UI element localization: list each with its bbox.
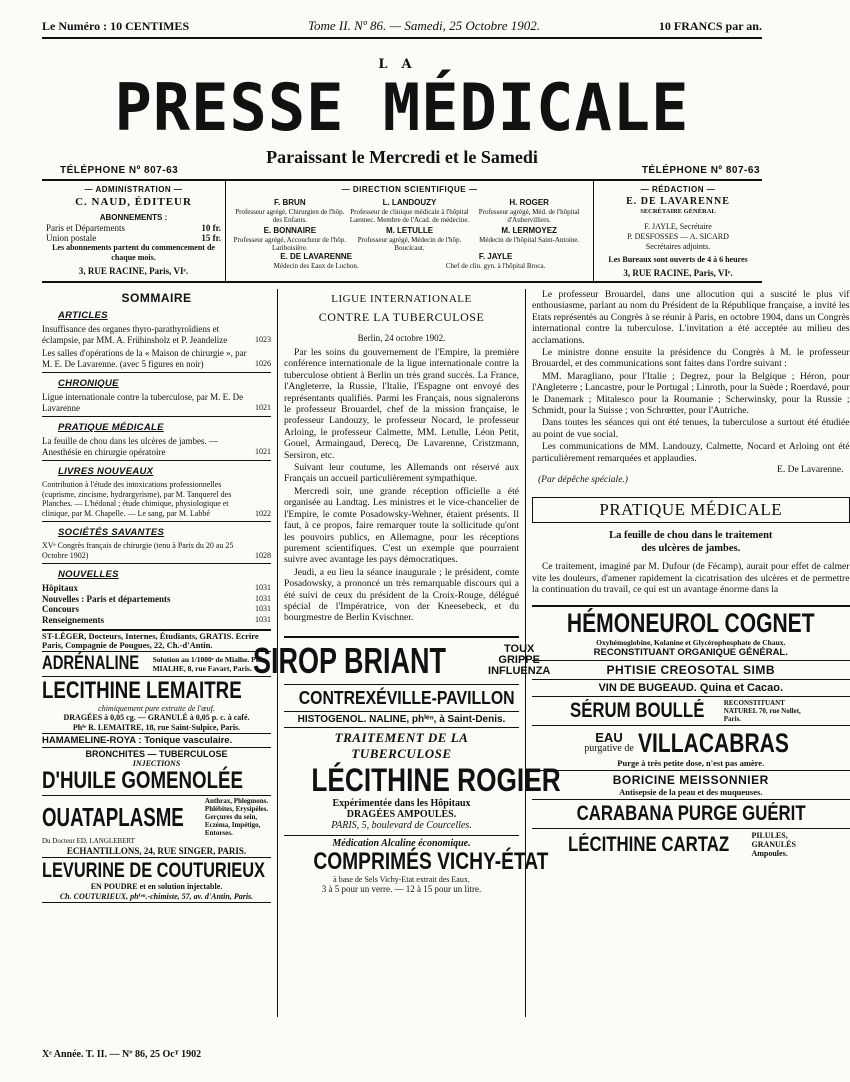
sommaire-entry-page: 1031 [255, 614, 271, 624]
ad-hemoneurol-title: HÉMONEUROL COGNET [566, 608, 815, 639]
ad-st-leger-text: ST-LÉGER, Docteurs, Internes, Étudiants, GRATIS. Ecrire Paris, Compagnie de Pougues, 22, Ch.-d'Antin. [42, 631, 259, 650]
sommaire-section-heading: SOCIÉTÉS SAVANTES [58, 527, 165, 538]
article-paragraph: Suivant leur coutume, les Allemands ont réservé aux Français un accueil particulièrement sympathique. [284, 462, 519, 485]
price-label-paris: Paris et Départements [46, 223, 125, 233]
ad-traitement: TRAITEMENT DE LA TUBERCULOSE [334, 729, 469, 761]
price-value-paris: 10 fr. [201, 223, 221, 233]
ad-hamameline [42, 734, 271, 748]
sommaire-entry-page: 1026 [255, 358, 271, 368]
sommaire-entry-page: 1023 [255, 334, 271, 344]
redaction-secretary: F. JAYLE, Secrétaire [644, 222, 712, 231]
editorial-box [42, 179, 762, 283]
ad-sirop-title: SIROP BRIANT [252, 639, 446, 681]
footer-issue: Xᵉ Année. T. II. — Nº 86, 25 Ocᵀ 1902 [42, 1049, 202, 1060]
sommaire-entry-page: 1021 [255, 402, 271, 412]
ad-histogenol-text: HISTOGENOL. NALINE, phⁱᵉⁿ, à Saint-Denis. [297, 713, 506, 725]
sommaire-section-heading: CHRONIQUE [58, 378, 119, 389]
telephone-left: TÉLÉPHONE Nº 807-63 [60, 165, 179, 176]
sommaire-entry-page: 1028 [255, 550, 271, 560]
ad-boricine-title: BORICINE MEISSONNIER [612, 773, 769, 788]
ad-cartaz-title: LÉCITHINE CARTAZ [568, 832, 730, 856]
sommaire-entry-text: Renseignements [42, 614, 104, 625]
issue-number: Tome II. Nº 86. — Samedi, 25 Octobre 1902. [307, 18, 540, 33]
right-column [526, 289, 850, 1017]
direction-column [226, 181, 594, 281]
chronique-title-1: LIGUE INTERNATIONALE [331, 293, 472, 305]
director-entry [274, 252, 359, 270]
right-ads [532, 605, 850, 860]
left-ads [42, 629, 271, 903]
ad-sirop-side-word: INFLUENZA [488, 665, 551, 678]
ad-bugeaud-text: VIN DE BUGEAUD. Quina et Cacao. [598, 682, 784, 695]
sommaire-entry-text: Concours [42, 604, 80, 614]
director-entry [230, 226, 350, 252]
director-title: Professeur agrégé, Accoucheur de l'hôp. Lariboisière. [233, 236, 347, 252]
body-columns [42, 289, 850, 1017]
ad-rogier-title: LÉCITHINE ROGIER [311, 761, 561, 798]
ad-carabana [532, 800, 850, 829]
ad-lecithine-lemaitre [42, 677, 271, 734]
sommaire-entry-page: 1031 [255, 583, 271, 592]
ad-vichy-etat [284, 836, 549, 896]
masthead-subline [42, 145, 762, 179]
ad-villacabras [532, 726, 850, 771]
ad-lecithine-sub2: DRAGÉES à 0,05 cg. — GRANULÉ à 0,05 p. c. à café. [63, 713, 250, 722]
subscription-note: Les abonnements partent du commencement de chaque mois. [52, 243, 215, 262]
sommaire-section-heading: PRATIQUE MÉDICALE [58, 422, 164, 433]
ad-adrenaline-sub: Solution au 1/1000ᵉ de Mialhe. Phⁱᵉ MIALHE, 8, rue Favart, Paris. [152, 655, 264, 673]
ad-sirop-side-word: TOUX [504, 643, 535, 656]
sommaire-divider [42, 521, 271, 522]
pratique-subtitle-2: des ulcères de jambes. [641, 543, 741, 555]
sommaire-section-heading: NOUVELLES [58, 569, 119, 580]
chronique-dateline: Berlin, 24 octobre 1902. [357, 333, 446, 343]
redaction-heading: — RÉDACTION — [640, 185, 716, 194]
redaction-address: 3, RUE RACINE, Paris, VIᵉ. [623, 268, 733, 278]
sommaire-entry [42, 392, 271, 413]
director-name: M. LETULLE [385, 226, 434, 235]
direction-heading: — DIRECTION SCIENTIFIQUE — [341, 185, 478, 194]
sommaire-entry-text: Les salles d'opérations de la « Maison de chirurgie », par M. E. De Lavarenne. (avec 5 figures en noir) [42, 348, 247, 369]
director-name: E. BONNAIRE [263, 226, 317, 235]
price-row-union [46, 233, 221, 243]
ad-purgative: purgative de [584, 743, 634, 755]
ad-adrenaline-title: ADRÉNALINE [42, 653, 140, 674]
director-title: Professeur agrégé, Chirurgien de l'hôp. des Enfants. [235, 208, 345, 224]
sommaire-entry-text: Contribution à l'étude des intoxications professionnelles (cuprisme, zincisme, hydrargyrisme), par M. Tanquerel des Planches. — L'hédonal ; étude chimique, physiologique et clinique, par M. Chapelle. — Le sang, par M. Labbé [42, 480, 232, 518]
sommaire-divider [42, 460, 271, 461]
ad-ouataplasme-desc: Anthrax, Phlegmons. Phlébites, Erysipèles. Gerçures du sein, Eczéma, Impétigo, Entorses. [204, 797, 269, 837]
sommaire-entry-page: 1031 [255, 593, 271, 603]
ad-sirop-briant [252, 638, 551, 685]
sommaire-entry [42, 615, 271, 626]
ad-hemoneurol [532, 607, 850, 661]
ad-levurine-sub2: Ch. COUTURIEUX, phⁱᵉⁿ.-chimiste, 57, av. d'Antin, Paris. [59, 892, 254, 901]
ad-boricine-sub: Antisepsie de la peau et des muqueuses. [619, 787, 763, 798]
sommaire-entry [42, 541, 271, 560]
issue-price: Le Numéro : 10 CENTIMES [42, 19, 190, 33]
ad-rogier-sub3: PARIS, 5, boulevard de Courcelles. [331, 819, 472, 831]
chronique-body [284, 347, 519, 624]
ad-hemoneurol-sub: Oxyhémoglobine, Kolanine et Glycérophosphate de Chaux. [596, 638, 786, 648]
ad-gomenolee [42, 748, 271, 796]
sommaire-entry [42, 583, 271, 594]
ad-gomenolee-title: D'HUILE GOMENOLÉE [42, 767, 244, 794]
director-name: M. LERMOYEZ [501, 226, 557, 235]
annual-price: 10 FRANCS par an. [658, 19, 762, 33]
administration-address: 3, RUE RACINE, Paris, VIᵉ. [78, 266, 189, 276]
director-title: Professeur agrégé, Méd. de l'hôpital d'Aubervilliers. [478, 208, 580, 224]
pratique-paragraph: Ce traitement, imaginé par M. Dufour (de Fécamp), aurait pour effet de calmer vite les douleurs, d'amener rapidement la cicatrisation des ulcères et de permettre la continuation du travail, ce qui est un avantage énorme dans la [532, 561, 850, 595]
price-row-paris [46, 223, 221, 233]
sommaire-list [42, 310, 271, 625]
director-name: F. BRUN [274, 198, 306, 207]
director-name: L. LANDOUZY [382, 198, 437, 207]
masthead-article: LA [378, 57, 426, 72]
ad-lecithine-rogier [284, 728, 561, 836]
administration-heading: — ADMINISTRATION — [84, 185, 183, 194]
ad-villacabras-title: VILLACABRAS [637, 728, 789, 759]
ad-bronchites: BRONCHITES — TUBERCULOSE [85, 749, 228, 759]
director-title: Professeur agrégé, Médecin de l'hôp. Boucicaut. [357, 236, 462, 252]
ad-boricine [532, 771, 850, 800]
sommaire-entry [42, 324, 271, 345]
ad-rogier-sub2: DRAGÉES AMPOULES. [346, 808, 457, 820]
ad-comprimes-sub2: 3 à 5 pour un verre. — 12 à 15 pour un litre. [321, 883, 482, 894]
ad-levurine-title: LEVURINE DE COUTURIEUX [42, 859, 265, 882]
redaction-adjuncts-title: Secrétaires adjoints. [645, 242, 711, 251]
sommaire-entry-text: Insuffisance des organes thyro-parathyroïdiens et éclampsie, par MM. A. Frühinsholz et P. Jeandelize [42, 324, 228, 345]
director-title: Chef de clin. gyn. à l'hôpital Broca. [445, 262, 546, 270]
price-label-union: Union postale [46, 233, 97, 243]
sommaire-entry-text: Nouvelles : Paris et départements [42, 593, 171, 604]
ad-lecithine-cartaz [532, 829, 850, 860]
sommaire-entry-text: La feuille de chou dans les ulcères de jambes. — Anesthésie en chirurgie opératoire [42, 436, 218, 457]
top-line [42, 18, 762, 34]
article-paragraph: Le ministre donne ensuite la présidence du Congrès à M. le professeur Brouardel, et des communications sont faites dans l'ordre suivant : [532, 347, 850, 370]
ad-lecithine-sub3: Phⁱᵉ R. LEMAITRE, 18, rue Saint-Sulpice, Paris. [72, 723, 241, 732]
ad-comprimes-sub1: à base de Sels Vichy-Etat extrait des Eaux. [333, 874, 470, 884]
subscriptions-heading: ABONNEMENTS : [99, 213, 168, 222]
director-entry [350, 198, 470, 224]
chronique-title-2: CONTRE LA TUBERCULOSE [318, 310, 485, 324]
sommaire-entry-page: 1031 [255, 604, 271, 613]
ad-serum-boulle [532, 697, 850, 726]
direction-last-row [230, 252, 589, 270]
direction-grid [230, 198, 589, 252]
ad-bugeaud [532, 680, 850, 697]
middle-ads [252, 636, 561, 896]
sommaire-section-heading: LIVRES NOUVEAUX [58, 466, 154, 477]
ad-medication: Médication Alcaline économique. [332, 837, 471, 849]
ad-comprimes-title: COMPRIMÉS VICHY-ÉTAT [313, 847, 549, 875]
office-hours: Les Bureaux sont ouverts de 4 à 6 heures [608, 255, 748, 264]
ad-boulle-title: SÉRUM BOULLÉ [569, 699, 705, 723]
article-paragraph: Dans toutes les séances qui ont été tenues, la tuberculose a surtout été étudiée au point de vue social. [532, 417, 850, 440]
ad-lecithine-title: LECITHINE LEMAITRE [42, 677, 242, 704]
ad-hamameline-text: HAMAMELINE-ROYA : Tonique vasculaire. [42, 735, 233, 746]
redaction-chief: E. DE LAVARENNE [626, 196, 730, 207]
article-paragraph: Par les soins du gouvernement de l'Empire, la première conférence internationale de la ligue internationale contre la tuberculose obtient à Berlin un très grand succès. La France, l'Angleterre, la Russie, l'Italie, l'Espagne ont envoyé des représentants qualifiés. Parmi les Français, nous signalerons le professeur Brouardel, chef de la mission française, le professeur Landouzy, le professeur Nocard, le professeur Arloing, le professeur Calmette, MM. Letulle, Léon Petit, Gouel, Armaingaud, Derecq, De Lavarenne, Cristzmann, Sersiron, etc. [284, 347, 519, 461]
ad-ouataplasme [42, 796, 271, 858]
director-name: F. JAYLE [478, 252, 513, 261]
ad-carabana-title: CARABANA PURGE GUÉRIT [576, 802, 806, 826]
sommaire-entry-text: Ligue internationale contre la tuberculose, par M. E. De Lavarenne [42, 392, 244, 413]
chronique-signature: E. De Lavarenne. [777, 465, 844, 476]
sommaire-divider [42, 563, 271, 564]
editor-name: C. NAUD, ÉDITEUR [75, 196, 192, 208]
ad-st-leger [42, 631, 271, 652]
sommaire-entry [42, 604, 271, 615]
ad-boulle-side: RECONSTITUANT NATUREL 70, rue Nollet, Paris. [723, 699, 801, 724]
director-entry [469, 226, 589, 252]
ad-sirop-side-word: GRIPPE [498, 654, 540, 667]
masthead-subtitle: Paraissant le Mercredi et le Samedi [266, 147, 538, 167]
ad-rogier-sub1: Expérimentée dans les Hôpitaux [332, 797, 471, 809]
ad-adrenaline [42, 652, 271, 677]
pratique-title: PRATIQUE MÉDICALE [532, 497, 850, 523]
sommaire-entry-text: Hôpitaux [42, 583, 79, 593]
sommaire-entry-text: XVᵉ Congrès français de chirurgie (tenu à Paris du 20 au 25 Octobre 1902) [42, 541, 234, 560]
article-paragraph: Jeudi, a eu lieu la séance inaugurale ; le président, comte Posadowsky, a prononcé un très remarquable discours qui a été suivi de ceux du président de la Croix-Rouge, délégué spécial de l'Impératrice, von der Kneesebeck, et du bourgmestre de Berlin Kvischner. [284, 566, 519, 624]
administration-column [42, 181, 226, 281]
top-rule [42, 37, 762, 39]
ad-eau: EAU [595, 730, 623, 746]
ad-lecithine-sub1: chimiquement pure extraite de l'œuf. [98, 704, 215, 713]
sommaire-entry [42, 480, 271, 518]
ad-contrexeville [284, 685, 519, 712]
ad-levurine [42, 858, 271, 903]
redaction-adjuncts: P. DESFOSSES — A. SICARD [627, 232, 729, 241]
sommaire-divider [42, 372, 271, 373]
article-paragraph: MM. Maragliano, pour l'Italie ; Degrez, pour la Belgique ; Héron, pour l'Angleterre ; Lancastre, pour le Portugal ; Linroth, pour la Suède ; Roerdavé, pour le Danemark ; Mitalesco pour la Roumanie ; Scherwinsky, pour la Russie ; Schmidt, pour la Suisse ; von Schrœtter, pour l'Autriche. [532, 370, 850, 417]
sommaire-entry [42, 348, 271, 369]
chronique-continued [532, 289, 850, 464]
article-paragraph: Le professeur Brouardel, dans une allocution qui a suscité le plus vif enthousiasme, parlant au nom du Président de la République française, a invité les Etats représentés au Congrès à se réunir à Paris, en octobre 1904, dans un Congrès international contre la tuberculose. L'invitation a été acceptée au milieu des acclamations. [532, 289, 850, 346]
sommaire-divider [42, 416, 271, 417]
sommaire-title: SOMMAIRE [121, 291, 192, 305]
sommaire-entry [42, 594, 271, 605]
ad-ouataplasme-by: Du Docteur ED. LANGLEBERT [42, 837, 135, 845]
redaction-chief-title: SECRÉTAIRE GÉNÉRAL [640, 208, 716, 215]
sommaire-entry-page: 1022 [255, 508, 271, 518]
ad-phtisie-text: PHTISIE CREOSOTAL SIMB [606, 663, 776, 678]
director-entry [350, 226, 470, 252]
director-entry [446, 252, 545, 270]
article-paragraph: Mercredi soir, une grande réception officielle a été organisée au Landtag. Les ministres et le vice-chancelier de l'Empire, le comte Posadowsky-Wehner, étaient présents. Il faut, à ce propos, faire remarquer toute la sollicitude qu'ont les pouvoirs publics, en Allemagne, pour les réceptions purement scientifiques. C'est un exemple que pourraient suivre avec avantage les pays démocratiques. [284, 485, 519, 566]
ad-injections: INJECTIONS [132, 759, 181, 768]
director-entry [469, 198, 589, 224]
ad-ouataplasme-title: OUATAPLASME [42, 802, 184, 832]
ad-levurine-sub1: EN POUDRE et en solution injectable. [90, 882, 223, 891]
director-name: H. ROGER [509, 198, 549, 207]
sommaire-entry [42, 436, 271, 457]
pratique-subtitle-1: La feuille de chou dans le traitement [609, 530, 773, 542]
director-entry [230, 198, 350, 224]
sommaire-entry-page: 1021 [255, 446, 271, 456]
director-title: Médecin de l'hôpital Saint-Antoine. [479, 236, 580, 244]
ad-contrexeville-title: CONTREXÉVILLE-PAVILLON [298, 687, 515, 708]
chronique-depeche: (Par dépêche spéciale.) [538, 475, 628, 486]
telephone-right: TÉLÉPHONE Nº 807-63 [641, 165, 760, 176]
masthead-title: PRESSE MÉDICALE [114, 69, 690, 146]
ad-villacabras-sub: Purge à très petite dose, n'est pas amère. [617, 758, 765, 769]
sommaire-section-heading: ARTICLES [58, 310, 108, 321]
price-value-union: 15 fr. [201, 233, 221, 243]
director-title: Médecin des Eaux de Luchon. [273, 262, 359, 270]
ad-histogenol [284, 712, 519, 728]
redaction-column [594, 181, 762, 281]
ad-echantillons: ECHANTILLONS, 24, RUE SINGER, PARIS. [66, 846, 247, 856]
sommaire-column [42, 289, 278, 1017]
director-name: E. DE LAVARENNE [280, 252, 352, 261]
ad-phtisie [532, 661, 850, 680]
director-title: Professeur de clinique médicale à l'hôpital Laennec. Membre de l'Acad. de médecine. [349, 208, 470, 224]
ad-hemoneurol-sub2: RECONSTITUANT ORGANIQUE GÉNÉRAL. [593, 647, 788, 659]
article-paragraph: Les communications de MM. Landouzy, Calmette, Nocard et Arloing ont été particulièrement remarquées et applaudies. [532, 441, 850, 464]
ad-cartaz-side: PILULES, GRANULÉS Ampoules. [751, 831, 796, 859]
